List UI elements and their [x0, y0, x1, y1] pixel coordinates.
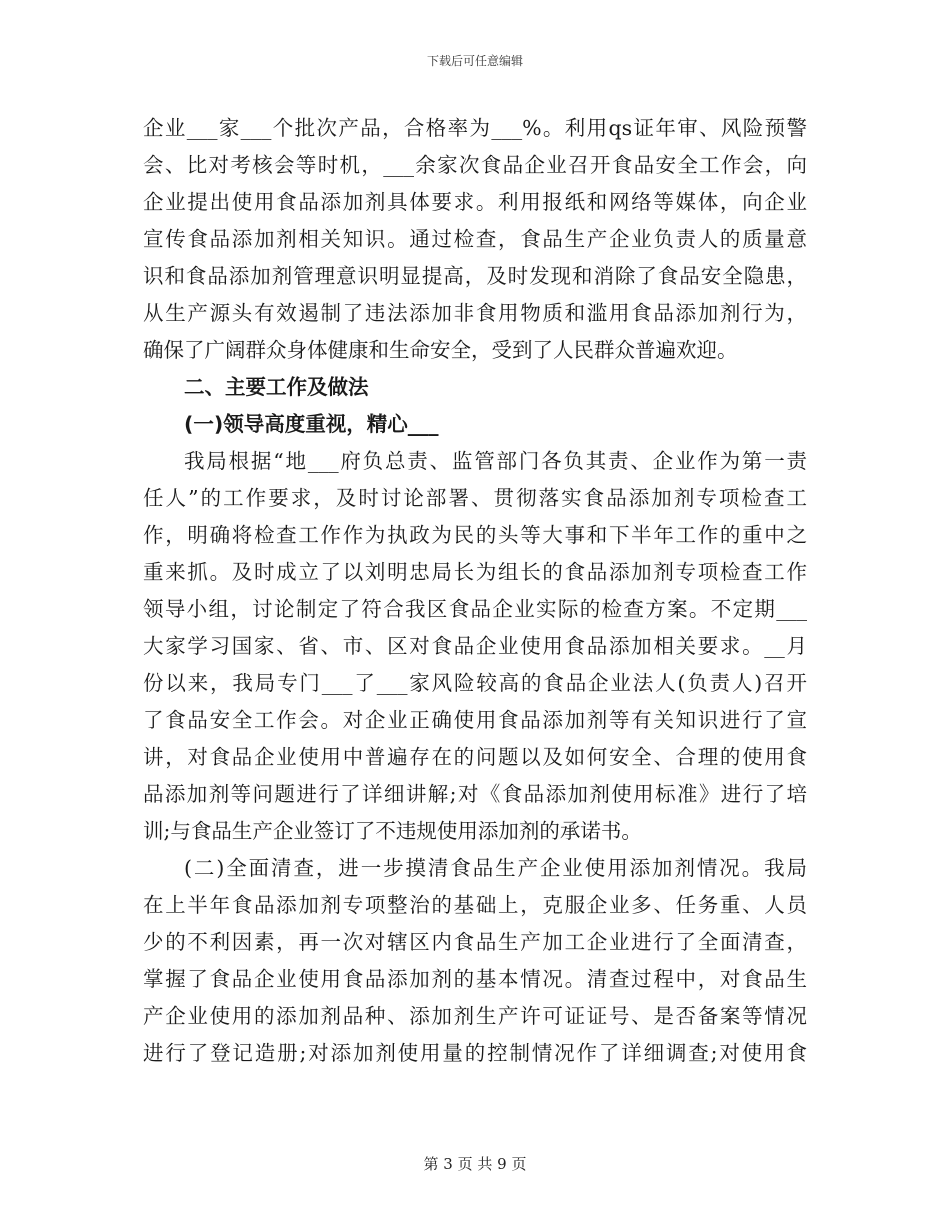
page-footer: 第 3 页 共 9 页 — [423, 1155, 527, 1173]
paragraph-line: 产企业使用的添加剂品种、添加剂生产许可证证号、是否备案等情况 — [143, 1004, 807, 1028]
document-body — [143, 110, 807, 1072]
paragraph-line: 会、比对考核会等时机，___余家次食品企业召开食品安全工作会，向 — [143, 153, 807, 177]
paragraph-line: 任人”的工作要求，及时讨论部署、贯彻落实食品添加剂专项检查工 — [143, 486, 807, 510]
paragraph-line: 讲，对食品企业使用中普遍存在的问题以及如何安全、合理的使用食 — [143, 745, 807, 769]
paragraph-line: 进行了登记造册;对添加剂使用量的控制情况作了详细调查;对使用食 — [143, 1041, 807, 1065]
paragraph-line: 作，明确将检查工作作为执政为民的头等大事和下半年工作的重中之 — [143, 523, 807, 547]
paragraph-line: 掌握了食品企业使用食品添加剂的基本情况。清查过程中，对食品生 — [143, 967, 807, 991]
paragraph-line: 识和食品添加剂管理意识明显提高，及时发现和消除了食品安全隐患， — [143, 264, 807, 288]
paragraph-line: 品添加剂等问题进行了详细讲解;对《食品添加剂使用标准》进行了培 — [143, 782, 807, 806]
paragraph-line: 领导小组，讨论制定了符合我区食品企业实际的检查方案。不定期___ — [143, 597, 807, 621]
paragraph-line: 从生产源头有效遏制了违法添加非食用物质和滥用食品添加剂行为， — [143, 301, 807, 325]
paragraph-line: 企业提出使用食品添加剂具体要求。利用报纸和网络等媒体，向企业 — [143, 190, 807, 214]
paragraph-line: 大家学习国家、省、市、区对食品企业使用食品添加相关要求。__月 — [143, 634, 807, 658]
paragraph-line: 训;与食品生产企业签订了不违规使用添加剂的承诺书。 — [143, 819, 642, 843]
paragraph-line: 少的不利因素，再一次对辖区内食品生产加工企业进行了全面清查， — [143, 930, 807, 954]
paragraph-line: (二)全面清查，进一步摸清食品生产企业使用添加剂情况。我局 — [184, 856, 807, 880]
paragraph-line: 了食品安全工作会。对企业正确使用食品添加剂等有关知识进行了宣 — [143, 708, 807, 732]
paragraph-line: 我局根据“地___府负总责、监管部门各负其责、企业作为第一责 — [184, 449, 807, 473]
paragraph-line: 确保了广阔群众身体健康和生命安全，受到了人民群众普遍欢迎。 — [143, 338, 738, 362]
paragraph-line: 在上半年食品添加剂专项整治的基础上，克服企业多、任务重、人员 — [143, 893, 807, 917]
section-heading: 二、主要工作及做法 — [184, 375, 369, 399]
paragraph-line: 份以来，我局专门___了___家风险较高的食品企业法人(负责人)召开 — [143, 671, 807, 695]
paragraph-line: 企业___家___个批次产品，合格率为___%。利用qs证年审、风险预警 — [143, 116, 807, 140]
page-header: 下载后可任意编辑 — [426, 54, 523, 68]
section-heading: (一)领导高度重视，精心___ — [184, 412, 439, 436]
paragraph-line: 重来抓。及时成立了以刘明忠局长为组长的食品添加剂专项检查工作 — [143, 560, 807, 584]
paragraph-line: 宣传食品添加剂相关知识。通过检查，食品生产企业负责人的质量意 — [143, 227, 807, 251]
